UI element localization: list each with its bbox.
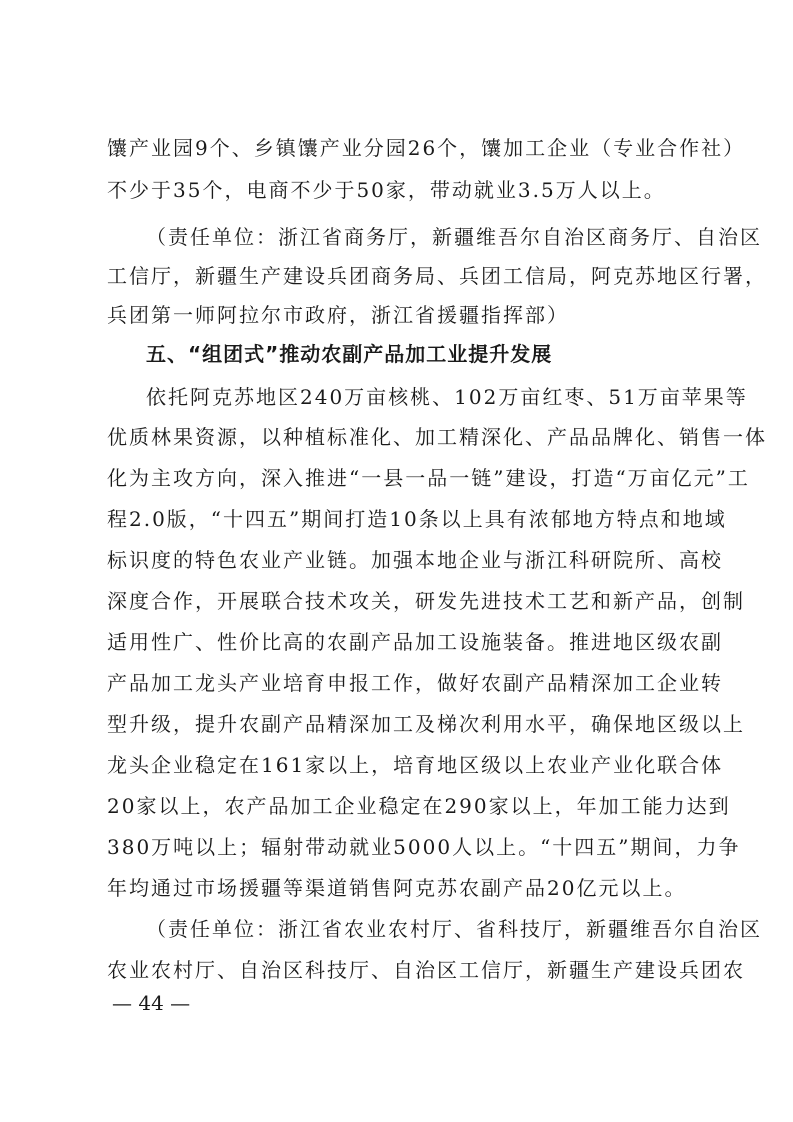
paragraph-line: 依托阿克苏地区240万亩核桃、102万亩红枣、51万亩苹果等 xyxy=(146,385,748,409)
paragraph-line: 380万吨以上；辐射带动就业5000人以上。“十四五”期间，力争 xyxy=(107,835,741,859)
responsibility-line: （责任单位：浙江省农业农村厅、省科技厅，新疆维吾尔自治区 xyxy=(146,917,762,941)
paragraph-line: 优质林果资源，以种植标准化、加工精深化、产品品牌化、销售一体 xyxy=(107,425,767,449)
section-heading: 五、“组团式”推动农副产品加工业提升发展 xyxy=(146,342,553,366)
responsibility-line: （责任单位：浙江省商务厅，新疆维吾尔自治区商务厅、自治区 xyxy=(146,225,762,249)
page-number: — 44 — xyxy=(112,991,191,1015)
paragraph-line: 标识度的特色农业产业链。加强本地企业与浙江科研院所、高校 xyxy=(107,548,723,572)
paragraph-line: 型升级，提升农副产品精深加工及梯次利用水平，确保地区级以上 xyxy=(107,712,745,736)
paragraph-line: 产品加工龙头产业培育申报工作，做好农副产品精深加工企业转 xyxy=(107,671,723,695)
paragraph-line: 深度合作，开展联合技术攻关，研发先进技术工艺和新产品，创制 xyxy=(107,589,745,613)
paragraph-line: 适用性广、性价比高的农副产品加工设施装备。推进地区级农副 xyxy=(107,630,723,654)
paragraph-line: 龙头企业稳定在161家以上，培育地区级以上农业产业化联合体 xyxy=(107,753,724,777)
paragraph-line: 不少于35个，电商不少于50家，带动就业3.5万人以上。 xyxy=(107,178,666,202)
paragraph-line: 程2.0版，“十四五”期间打造10条以上具有浓郁地方特点和地域 xyxy=(107,507,727,531)
responsibility-line: 兵团第一师阿拉尔市政府，浙江省援疆指挥部） xyxy=(107,303,569,327)
paragraph-line: 馕产业园9个、乡镇馕产业分园26个，馕加工企业（专业合作社） xyxy=(107,136,746,160)
paragraph-line: 20家以上，农产品加工企业稳定在290家以上，年加工能力达到 xyxy=(107,794,731,818)
responsibility-line: 农业农村厅、自治区科技厅、自治区工信厅，新疆生产建设兵团农 xyxy=(107,958,745,982)
paragraph-line: 化为主攻方向，深入推进“一县一品一链”建设，打造“万亩亿元”工 xyxy=(107,466,750,490)
responsibility-line: 工信厅，新疆生产建设兵团商务局、兵团工信局，阿克苏地区行署， xyxy=(107,264,767,288)
paragraph-line: 年均通过市场援疆等渠道销售阿克苏农副产品20亿元以上。 xyxy=(107,876,687,900)
